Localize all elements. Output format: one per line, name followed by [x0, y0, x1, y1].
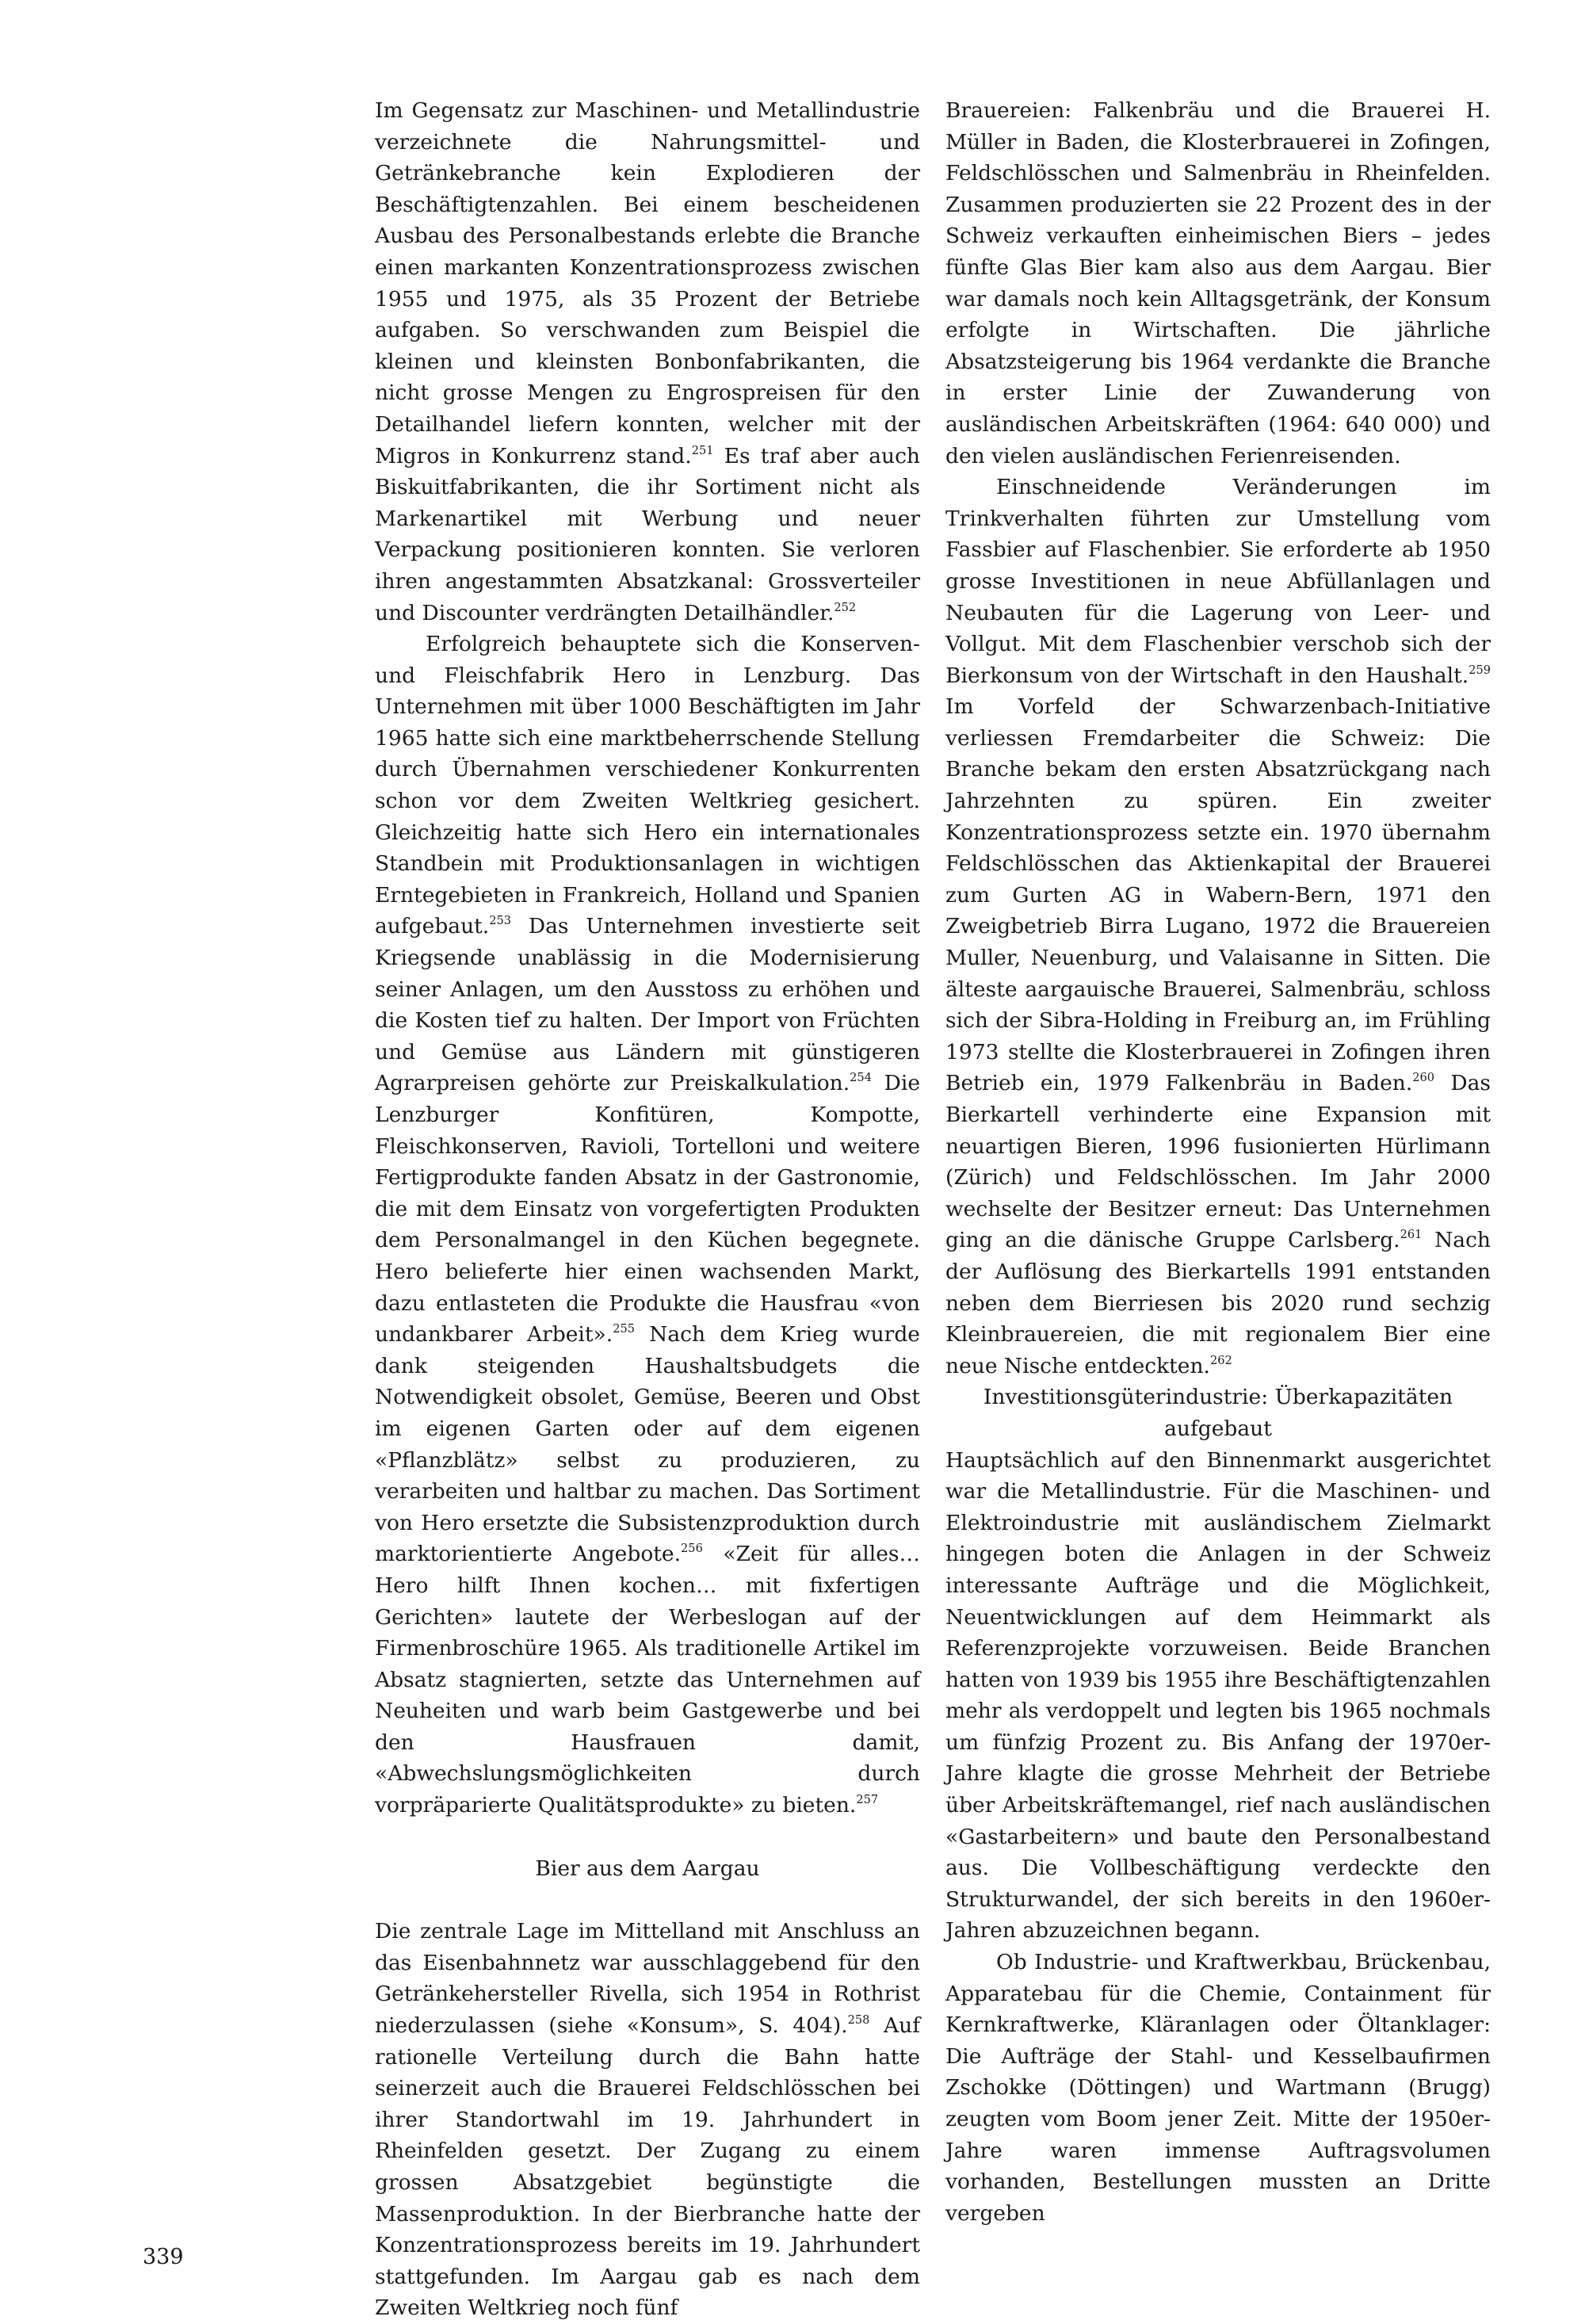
- paragraph: Im Gegensatz zur Maschinen- und Metallindustrie verzeichnete die Nahrungsmittel- und Getränkebranche kein Explodieren der Beschäftigtenzahlen. Bei einem bescheidenen Ausbau des Personalbestands erlebte die Branche einen markanten Konzentrationsprozess zwischen 1955 und 1975, als 35 Prozent der Betriebe aufgaben. So verschwanden zum Beispiel die kleinen und kleinsten Bonbonfabrikanten, die nicht grosse Mengen zu Engrospreisen für den Detailhandel liefern konnten, welcher mit der Migros in Konkurrenz stand.$^{251}$ Es traf aber auch Biskuitfabrikanten, die ihr Sortiment nicht als Markenartikel mit Werbung und neuer Verpackung positionieren konnten. Sie verloren ihren angestammten Absatzkanal: Grossverteiler und Discounter verdrängten Detailhändler.$^{252}$: [375, 98, 920, 625]
- paragraph: Ob Industrie- und Kraftwerkbau, Brückenbau, Apparatebau für die Chemie, Containment für Kernkraftwerke, Kläranlagen oder Öltanklager: Die Aufträge der Stahl- und Kesselbaufirmen Zschokke (Döttingen) und Wartmann (Brugg) zeugten vom Boom jener Zeit. Mitte der 1950er-Jahre waren immense Auftragsvolumen vorhanden, Bestellungen mussten an Dritte vergeben: [945, 1950, 1491, 2226]
- section-heading: Bier aus dem Aargau: [535, 1856, 760, 1881]
- paragraph: Erfolgreich behauptete sich die Konserven- und Fleischfabrik Hero in Lenzburg. Das Unternehmen mit über 1000 Beschäftigten im Jahr 1965 hatte sich eine marktbeherrschende Stellung durch Übernahmen verschiedener Konkurrenten schon vor dem Zweiten Weltkrieg gesichert. Gleichzeitig hatte sich Hero ein internationales Standbein mit Produktionsanlagen in wichtigen Erntegebieten in Frankreich, Holland und Spanien aufgebaut.$^{253}$ Das Unternehmen investierte seit Kriegsende unablässig in die Modernisierung seiner Anlagen, um den Ausstoss zu erhöhen und die Kosten tief zu halten. Der Import von Früchten und Gemüse aus Ländern mit günstigeren Agrarpreisen gehörte zur Preiskalkulation.$^{254}$ Die Lenzburger Konfitüren, Kompotte, Fleischkonserven, Ravioli, Tortelloni und weitere Fertigprodukte fanden Absatz in der Gastronomie, die mit dem Einsatz von vorgefertigten Produkten dem Personalmangel in den Küchen begegnete. Hero belieferte hier einen wachsenden Markt, dazu entlasteten die Produkte die Hausfrau «von undankbarer Arbeit».$^{255}$ Nach dem Krieg wurde dank steigenden Haushaltsbudgets die Notwendigkeit obsolet, Gemüse, Beeren und Obst im eigenen Garten oder auf dem eigenen «Pflanzblätz» selbst zu produzieren, zu verarbeiten und haltbar zu machen. Das Sortiment von Hero ersetzte die Subsistenzproduktion durch marktorientierte Angebote.$^{256}$ «Zeit für alles… Hero hilft Ihnen kochen… mit fixfertigen Gerichten» lautete der Werbeslogan auf der Firmenbroschüre 1965. Als traditionelle Artikel im Absatz stagnierten, setzte das Unternehmen auf Neuheiten und warb beim Gastgewerbe und bei den Hausfrauen damit, «Abwechslungsmöglichkeiten durch vorpräparierte Qualitätsprodukte» zu bieten.$^{257}$: [375, 632, 921, 1818]
- footnote-ref[interactable]: 253: [489, 914, 512, 928]
- footnote-ref[interactable]: 260: [1412, 1071, 1435, 1085]
- footnote-ref[interactable]: 258: [847, 2013, 870, 2028]
- footnote-ref[interactable]: 257: [856, 1793, 879, 1807]
- footnote-ref[interactable]: 259: [1469, 663, 1491, 677]
- footnote-ref[interactable]: 261: [1400, 1228, 1423, 1242]
- footnote-ref[interactable]: 256: [681, 1542, 703, 1556]
- page-number: 339: [143, 2245, 184, 2269]
- paragraph: Hauptsächlich auf den Binnenmarkt ausgerichtet war die Metallindustrie. Für die Maschinen- und Elektroindustrie mit ausländischem Zielmarkt hingegen boten die Anlagen in der Schweiz interessante Aufträge und die Möglichkeit, Neuentwicklungen auf dem Heimmarkt als Referenzprojekte vorzuweisen. Beide Branchen hatten von 1939 bis 1955 ihre Beschäftigtenzahlen mehr als verdoppelt und legten bis 1965 nochmals um fünfzig Prozent zu. Bis Anfang der 1970er-Jahre klagte die grosse Mehrheit der Betriebe über Arbeitskräftemangel, rief nach ausländischen «Gastarbeitern» und baute den Personalbestand aus. Die Vollbeschäftigung verdeckte den Strukturwandel, der sich bereits in den 1960er-Jahren abzuzeichnen begann.: [945, 1447, 1491, 1944]
- section-heading: Investitionsgüterindustrie: Überkapazitäten aufgebaut: [983, 1385, 1453, 1441]
- footnote-ref[interactable]: 262: [1209, 1353, 1232, 1367]
- footnote-ref[interactable]: 255: [613, 1322, 635, 1336]
- footnote-ref[interactable]: 251: [691, 443, 714, 457]
- right-column: [945, 95, 1491, 2229]
- left-column: [375, 95, 920, 2324]
- paragraph: Die zentrale Lage im Mittelland mit Anschluss an das Eisenbahnnetz war ausschlaggebend für den Getränkehersteller Rivella, sich 1954 in Rothrist niederzulassen (siehe «Konsum», S. 404).$^{258}$ Auf rationelle Verteilung durch die Bahn hatte seinerzeit auch die Brauerei Feldschlösschen bei ihrer Standortwahl im 19. Jahrhundert in Rheinfelden gesetzt. Der Zugang zu einem grossen Absatzgebiet begünstigte die Massenproduktion. In der Bierbranche hatte der Konzentrationsprozess bereits im 19. Jahrhundert stattgefunden. Im Aargau gab es nach dem Zweiten Weltkrieg noch fünf: [375, 1919, 920, 2321]
- paragraph: Brauereien: Falkenbräu und die Brauerei H. Müller in Baden, die Klosterbrauerei in Zofingen, Feldschlösschen und Salmenbräu in Rheinfelden. Zusammen produzierten sie 22 Prozent des in der Schweiz verkauften einheimischen Biers – jedes fünfte Glas Bier kam also aus dem Aargau. Bier war damals noch kein Alltagsgetränk, der Konsum erfolgte in Wirtschaften. Die jährliche Absatzsteigerung bis 1964 verdankte die Branche in erster Linie der Zuwanderung von ausländischen Arbeitskräften (1964: 640 000) und den vielen ausländischen Ferienreisenden.: [945, 98, 1491, 468]
- paragraph: Einschneidende Veränderungen im Trinkverhalten führten zur Umstellung vom Fassbier auf Flaschenbier. Sie erforderte ab 1950 grosse Investitionen in neue Abfüllanlagen und Neubauten für die Lagerung von Leer- und Vollgut. Mit dem Flaschenbier verschob sich der Bierkonsum von der Wirtschaft in den Haushalt.$^{259}$ Im Vorfeld der Schwarzenbach-Initiative verliessen Fremdarbeiter die Schweiz: Die Branche bekam den ersten Absatzrückgang nach Jahrzehnten zu spüren. Ein zweiter Konzentrationsprozess setzte ein. 1970 übernahm Feldschlösschen das Aktienkapital der Brauerei zum Gurten AG in Wabern-Bern, 1971 den Zweigbetrieb Birra Lugano, 1972 die Brauereien Muller, Neuenburg, und Valaisanne in Sitten. Die älteste aargauische Brauerei, Salmenbräu, schloss sich der Sibra-Holding in Freiburg an, im Frühling 1973 stellte die Klosterbrauerei in Zofingen ihren Betrieb ein, 1979 Falkenbräu in Baden.$^{260}$ Das Bierkartell verhinderte eine Expansion mit neuartigen Bieren, 1996 fusionierten Hürlimann (Zürich) und Feldschlösschen. Im Jahr 2000 wechselte der Besitzer erneut: Das Unternehmen ging an die dänische Gruppe Carlsberg.$^{261}$ Nach der Auflösung des Bierkartells 1991 entstanden neben dem Bierriesen bis 2020 rund sechzig Kleinbrauereien, die mit regionalem Bier eine neue Nische entdeckten.$^{262}$: [945, 475, 1491, 1378]
- footnote-ref[interactable]: 252: [834, 600, 857, 614]
- footnote-ref[interactable]: 254: [850, 1071, 872, 1085]
